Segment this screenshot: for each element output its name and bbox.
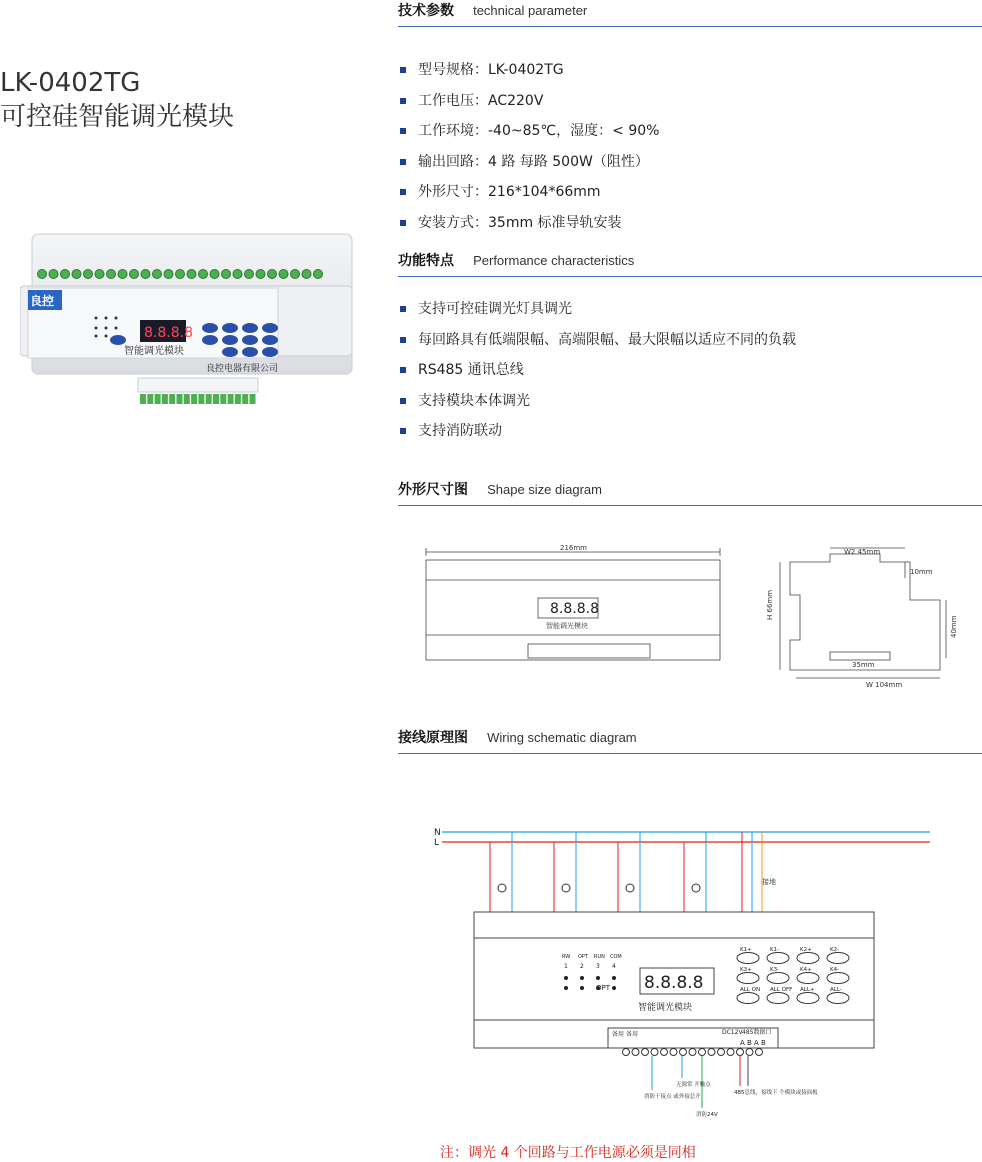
section-tech: [398, 0, 982, 27]
key-label: K2+: [800, 947, 812, 953]
terminal-screw: [689, 1049, 696, 1056]
terminal-screw: [661, 1049, 668, 1056]
list-item: 安装方式：35mm 标准导轨安装: [398, 208, 659, 239]
led-dot: [580, 976, 584, 980]
led-number: 2: [580, 963, 584, 970]
key-button: [737, 953, 759, 964]
terminal-screw: [670, 1049, 677, 1056]
bullet-icon: [400, 159, 406, 165]
section-perf-en: Performance characteristics: [473, 253, 635, 268]
fire24-label: 消防24V: [696, 1112, 718, 1118]
terminal-block: [191, 394, 197, 404]
list-item: RS485 通讯总线: [398, 355, 796, 386]
product-model: LK-0402TG: [0, 68, 141, 98]
bullet-icon: [400, 398, 406, 404]
terminal-block: [242, 394, 248, 404]
terminal-block: [220, 394, 226, 404]
terminal-screw: [176, 270, 185, 279]
terminal-screw: [632, 1049, 639, 1056]
led-dot: [612, 976, 616, 980]
led-number: 4: [612, 963, 616, 970]
key-button: [737, 993, 759, 1004]
terminal-screw: [623, 1049, 630, 1056]
led-label: RUN: [594, 954, 605, 960]
front-width-label: 216mm: [560, 544, 587, 552]
terminal-block: [177, 394, 183, 404]
terminal-block: [147, 394, 153, 404]
lamp-icon: [692, 884, 700, 892]
key-label: K1-: [770, 947, 780, 953]
product-title: [0, 66, 234, 134]
list-item: 输出回路：4 路 每路 500W（阻性）: [398, 147, 659, 178]
list-item: 外形尺寸：216*104*66mm: [398, 177, 659, 208]
terminal-screw: [651, 1049, 658, 1056]
terminal-screw: [680, 1049, 687, 1056]
terminal-screw: [291, 270, 300, 279]
led-dot: [580, 986, 584, 990]
bullet-icon: [400, 337, 406, 343]
ground-label: 接地: [762, 878, 776, 886]
h-label: H 66mm: [766, 589, 774, 620]
terminal-screw: [72, 270, 81, 279]
key-label: K2-: [830, 947, 840, 953]
section-tech-en: technical parameter: [473, 3, 588, 18]
led-dot: [596, 976, 600, 980]
section-perf: [398, 250, 982, 277]
terminal-block: [155, 394, 161, 404]
terminal-block: [206, 394, 212, 404]
terminal-screw: [187, 270, 196, 279]
led-dot: [612, 986, 616, 990]
bullet-icon: [400, 98, 406, 104]
section-wiring-en: Wiring schematic diagram: [487, 730, 637, 745]
terminal-screw: [222, 270, 231, 279]
bullet-icon: [400, 128, 406, 134]
key-button: [767, 973, 789, 984]
section-tech-zh: 技术参数: [398, 3, 454, 19]
product-name: 可控硅智能调光模块: [0, 102, 235, 132]
terminal-block: [198, 394, 204, 404]
terminal-screw: [153, 270, 162, 279]
terminal-block: [140, 394, 146, 404]
terminal-screw: [38, 270, 47, 279]
right-h-label: 40mm: [950, 615, 958, 638]
terminal-screw: [737, 1049, 744, 1056]
key-button: [827, 953, 849, 964]
terminal-screw: [61, 270, 70, 279]
terminal-screw: [84, 270, 93, 279]
top-step-label: 10mm: [910, 568, 933, 576]
list-item: 工作环境：-40~85℃，湿度：< 90%: [398, 116, 659, 147]
key-label: ALL ON: [740, 987, 761, 993]
terminal-screw: [268, 270, 277, 279]
section-perf-zh: 功能特点: [398, 253, 454, 269]
terminal-screw: [718, 1049, 725, 1056]
terminal-block: [169, 394, 175, 404]
terminal-screw: [199, 270, 208, 279]
terminal-screw: [746, 1049, 753, 1056]
led-label: RW: [562, 954, 571, 960]
section-shape-en: Shape size diagram: [487, 482, 602, 497]
key-button: [797, 973, 819, 984]
tech-param-list: [398, 55, 659, 238]
product-label: 智能调光模块: [124, 346, 184, 357]
shape-size-diagram: [420, 540, 982, 690]
key-label: K3-: [770, 967, 780, 973]
terminal-screw: [708, 1049, 715, 1056]
terminal-block: [235, 394, 241, 404]
key-button: [737, 973, 759, 984]
w2-label: W2 45mm: [844, 548, 881, 556]
list-item: 支持可控硅调光灯具调光: [398, 294, 796, 325]
terminal-screw: [130, 270, 139, 279]
terminal-screw: [314, 270, 323, 279]
spare2-label: 备用: [626, 1031, 639, 1038]
section-wiring-zh: 接线原理图: [398, 730, 468, 746]
key-label: K4-: [830, 967, 840, 973]
terminal-block: [162, 394, 168, 404]
section-wiring: [398, 727, 982, 754]
wire-l-label: L: [434, 838, 440, 848]
terminal-screw: [699, 1049, 706, 1056]
led-number: 1: [564, 963, 568, 970]
product-image: [20, 228, 358, 410]
key-label: K3+: [740, 967, 752, 973]
key-label: K1+: [740, 947, 752, 953]
terminal-row-bottom: [140, 394, 256, 404]
terminal-screw: [95, 270, 104, 279]
terminal-screw: [256, 270, 265, 279]
section-shape: [398, 479, 982, 506]
opt-label: OPT: [596, 984, 611, 992]
wiring-diagram: [430, 820, 970, 1120]
rail-label: 35mm: [852, 661, 875, 669]
lamp-icon: [626, 884, 634, 892]
terminal-screw: [756, 1049, 763, 1056]
wiring-module-label: 智能调光模块: [638, 1003, 693, 1013]
lamp-icon: [562, 884, 570, 892]
terminal-screw: [210, 270, 219, 279]
terminal-screw: [118, 270, 127, 279]
terminal-screw: [49, 270, 58, 279]
fire-in-label: 消防干接点 或外接总开: [644, 1094, 701, 1100]
wiring-display: 8.8.8.8: [644, 973, 704, 993]
svg-text:8.8.8.8: 8.8.8.8: [550, 601, 599, 617]
rs485-pins: A B A B: [740, 1039, 766, 1047]
terminal-screw: [141, 270, 150, 279]
key-label: ALL-: [830, 987, 842, 993]
w-label: W 104mm: [866, 681, 903, 689]
terminal-block: [213, 394, 219, 404]
terminal-screw: [642, 1049, 649, 1056]
led-number: 3: [596, 963, 600, 970]
list-item: 支持消防联动: [398, 416, 796, 447]
terminal-block: [250, 394, 256, 404]
bullet-icon: [400, 220, 406, 226]
rs485-label: 485数据口: [742, 1029, 772, 1036]
terminal-row-top: [38, 270, 323, 279]
key-button: [827, 993, 849, 1004]
key-button: [767, 993, 789, 1004]
terminal-screw: [245, 270, 254, 279]
key-label: ALL OFF: [770, 987, 793, 993]
bullet-icon: [400, 189, 406, 195]
wire-n-label: N: [434, 828, 441, 838]
bullet-icon: [400, 67, 406, 73]
terminal-screw: [233, 270, 242, 279]
list-item: 每回路具有低端限幅、高端限幅、最大限幅以适应不同的负载: [398, 325, 796, 356]
terminal-screw: [107, 270, 116, 279]
list-item: 工作电压：AC220V: [398, 86, 659, 117]
terminal-screw: [279, 270, 288, 279]
lamp-icon: [498, 884, 506, 892]
feature-list: [398, 294, 796, 447]
key-label: K4+: [800, 967, 812, 973]
led-label: OPT: [578, 954, 589, 960]
nc-label: 无源常 开触点: [676, 1082, 711, 1088]
terminal-block: [228, 394, 234, 404]
led-dot: [564, 976, 568, 980]
key-button: [767, 953, 789, 964]
product-logo: 良控: [30, 294, 55, 308]
list-item: 型号规格：LK-0402TG: [398, 55, 659, 86]
list-item: 支持模块本体调光: [398, 386, 796, 417]
bullet-icon: [400, 306, 406, 312]
section-shape-zh: 外形尺寸图: [398, 482, 468, 498]
bus-note-label: 485总线，接线下 个模块或接面板: [734, 1090, 818, 1096]
led-dot: [564, 986, 568, 990]
key-button: [797, 993, 819, 1004]
bullet-icon: [400, 367, 406, 373]
terminal-screw: [302, 270, 311, 279]
terminal-screw: [164, 270, 173, 279]
product-display: 8.8.8.8: [144, 325, 193, 341]
key-button: [827, 973, 849, 984]
product-company: 良控电器有限公司: [206, 364, 279, 374]
led-label: COM: [610, 954, 622, 960]
key-label: ALL+: [800, 987, 815, 993]
front-module-label: 智能调光模块: [546, 622, 588, 630]
spare1-label: 备用: [612, 1031, 625, 1038]
terminal-block: [184, 394, 190, 404]
dc-label: DC12V: [722, 1029, 743, 1036]
key-button: [797, 953, 819, 964]
bullet-icon: [400, 428, 406, 434]
terminal-screw: [727, 1049, 734, 1056]
wiring-note: 注：调光 4 个回路与工作电源必须是同相: [440, 1145, 696, 1161]
